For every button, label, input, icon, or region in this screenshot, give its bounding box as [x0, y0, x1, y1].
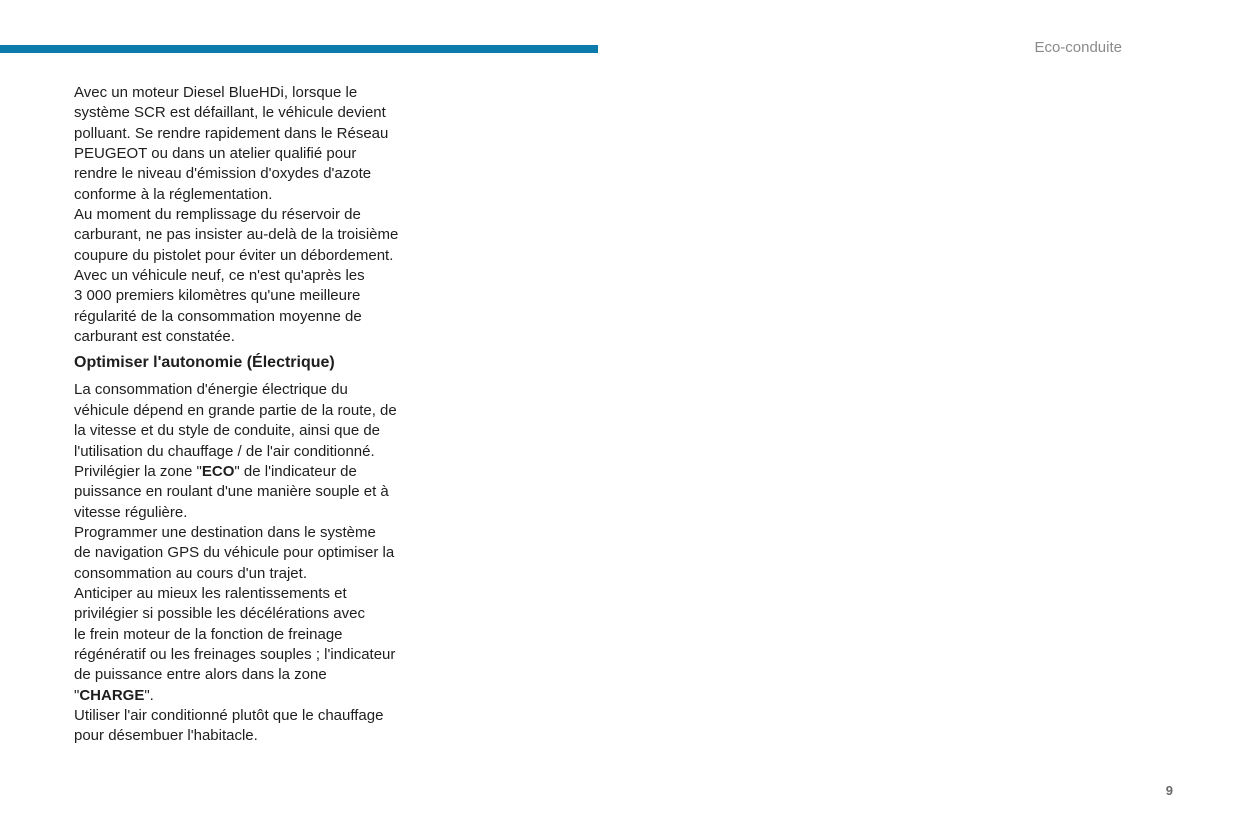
section-title: Eco-conduite — [1034, 39, 1122, 56]
paragraph-navigation: Programmer une destination dans le système de navigation GPS du véhicule pour optimiser la consommation au cours d'un trajet. — [74, 523, 395, 582]
paragraph-scr: Avec un moteur Diesel BlueHDi, lorsque le système SCR est défaillant, le véhicule devient polluant. Se rendre rapidement dans le Réseau PEUGEOT ou dans un atelier qualifié pour rendre le niveau d'émission d'oxydes d'azote conforme à la réglementation. — [74, 84, 389, 203]
charge-text-after: ". — [144, 686, 154, 704]
paragraph-refuelling: Au moment du remplissage du réservoir de carburant, ne pas insister au-delà de la troisième coupure du pistolet pour éviter un débordement. — [74, 206, 399, 264]
paragraph-consumption: La consommation d'énergie électrique du véhicule dépend en grande partie de la route, de la vitesse et du style de conduite, ainsi que de l'utilisation du chauffage / de l'air conditionné. — [74, 381, 397, 460]
eco-text-after: " de l'indicateur de puissance en roulant d'une manière souple et à vitesse régulière. — [74, 462, 389, 521]
paragraph-air-conditioning: Utiliser l'air conditionné plutôt que le chauffage pour désembuer l'habitacle. — [74, 706, 384, 745]
section-heading: Optimiser l'autonomie (Électrique) — [74, 354, 335, 372]
main-text-column — [74, 83, 419, 747]
page-number: 9 — [1165, 783, 1173, 798]
paragraph-eco-zone — [74, 462, 419, 523]
paragraph-charge-zone — [74, 584, 419, 706]
header-accent-bar — [0, 45, 598, 53]
eco-keyword: ECO — [201, 462, 235, 480]
paragraph-new-vehicle: Avec un véhicule neuf, ce n'est qu'après les 3 000 premiers kilomètres qu'une meilleure régularité de la consommation moyenne de carburant est constatée. — [74, 267, 365, 346]
charge-text-before: Anticiper au mieux les ralentissements et privilégier si possible les décélérations avec le frein moteur de la fonction de freinage régénératif ou les freinages souples ; l'indicateur de puissance entre alors dans la zone " — [74, 584, 396, 704]
eco-text-before: Privilégier la zone " — [74, 462, 202, 480]
charge-keyword: CHARGE — [79, 686, 145, 704]
